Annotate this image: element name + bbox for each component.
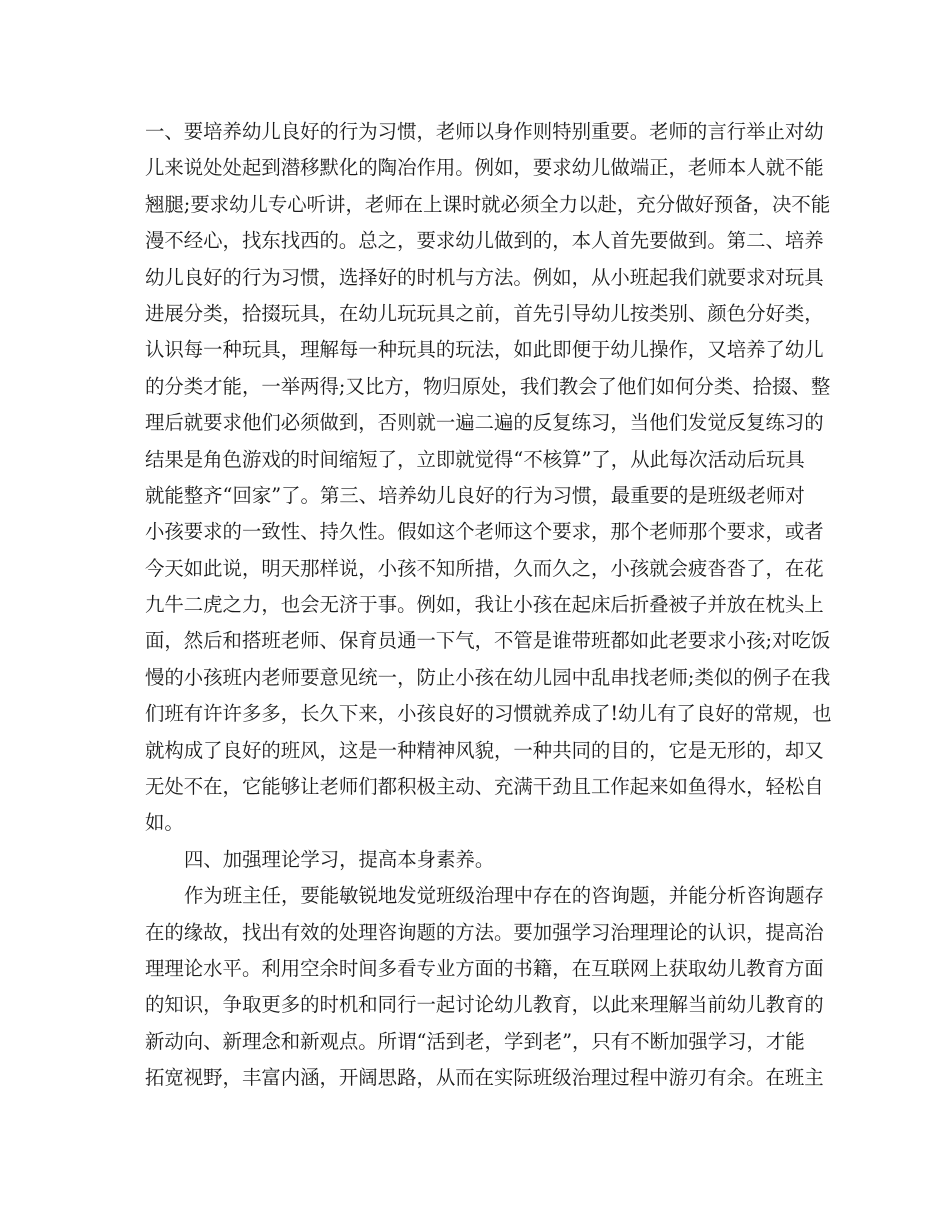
text-line: 理理论水平。利用空余时间多看专业方面的书籍，在互联网上获取幼儿教育方面 bbox=[145, 956, 824, 980]
document-body bbox=[145, 114, 832, 1097]
text-line: 认识每一种玩具，理解每一种玩具的玩法，如此即便于幼儿操作，又培养了幼儿 bbox=[145, 338, 824, 362]
paragraph-first-line: 作为班主任，要能敏锐地发觉班级治理中存在的咨询题，并能分析咨询题存 bbox=[184, 884, 824, 908]
text-line: 翘腿;要求幼儿专心听讲，老师在上课时就必须全力以赴，充分做好预备，决不能 bbox=[145, 192, 831, 216]
text-line: 拓宽视野，丰富内涵，开阔思路，从而在实际班级治理过程中游刃有余。在班主 bbox=[145, 1066, 824, 1090]
text-line: 漫不经心，找东找西的。总之，要求幼儿做到的，本人首先要做到。第二、培养 bbox=[145, 229, 824, 253]
text-line: 如。 bbox=[145, 811, 184, 835]
text-line: 一、要培养幼儿良好的行为习惯，老师以身作则特别重要。老师的言行举止对幼 bbox=[145, 120, 824, 143]
text-line: 新动向、新理念和新观点。所谓“活到老，学到老”，只有不断加强学习，才能 bbox=[145, 1029, 805, 1053]
text-line: 无处不在，它能够让老师们都积极主动、充满干劲且工作起来如鱼得水，轻松自 bbox=[145, 775, 824, 799]
text-line: 幼儿良好的行为习惯，选择好的时机与方法。例如，从小班起我们就要求对玩具 bbox=[145, 265, 824, 289]
section-heading: 四、加强理论学习，提高本身素养。 bbox=[184, 847, 495, 871]
text-line: 面，然后和搭班老师、保育员通一下气，不管是谁带班都如此老要求小孩;对吃饭 bbox=[145, 629, 831, 653]
text-line: 理后就要求他们必须做到，否则就一遍二遍的反复练习，当他们发觉反复练习的 bbox=[145, 411, 824, 435]
text-line: 的分类才能，一举两得;又比方，物归原处，我们教会了他们如何分类、拾掇、整 bbox=[145, 374, 831, 398]
text-line: 慢的小孩班内老师要意见统一，防止小孩在幼儿园中乱串找老师;类似的例子在我 bbox=[145, 665, 831, 689]
text-line: 们班有许许多多，长久下来，小孩良好的习惯就养成了!幼儿有了良好的常规，也 bbox=[145, 702, 832, 726]
text-line: 在的缘故，找出有效的处理咨询题的方法。要加强学习治理理论的认识，提高治 bbox=[145, 920, 824, 944]
text-line: 就构成了良好的班风，这是一种精神风貌，一种共同的目的，它是无形的，却又 bbox=[145, 738, 824, 762]
text-line: 的知识，争取更多的时机和同行一起讨论幼儿教育，以此来理解当前幼儿教育的 bbox=[145, 993, 824, 1017]
text-line: 儿来说处处起到潜移默化的陶冶作用。例如，要求幼儿做端正，老师本人就不能 bbox=[145, 156, 824, 180]
text-line: 九牛二虎之力，也会无济于事。例如，我让小孩在起床后折叠被子并放在枕头上 bbox=[145, 593, 824, 617]
text-line: 进展分类，拾掇玩具，在幼儿玩玩具之前，首先引导幼儿按类别、颜色分好类， bbox=[145, 301, 824, 325]
text-line: 就能整齐“回家”了。第三、培养幼儿良好的行为习惯，最重要的是班级老师对 bbox=[145, 483, 805, 507]
text-line: 小孩要求的一致性、持久性。假如这个老师这个要求，那个老师那个要求，或者 bbox=[145, 520, 824, 544]
text-line: 结果是角色游戏的时间缩短了，立即就觉得“不核算”了，从此每次活动后玩具 bbox=[145, 447, 805, 471]
text-line: 今天如此说，明天那样说，小孩不知所措，久而久之，小孩就会疲沓沓了，在花 bbox=[145, 556, 824, 580]
